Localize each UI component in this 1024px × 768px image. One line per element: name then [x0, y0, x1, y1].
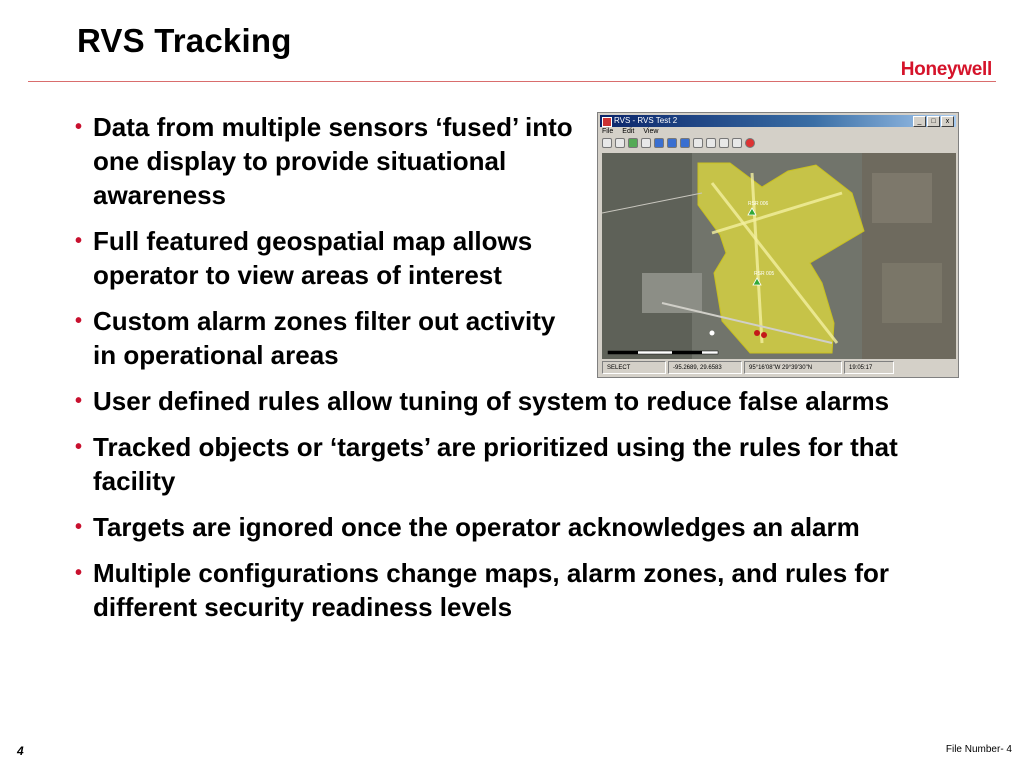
window-title: RVS - RVS Test 2: [614, 116, 678, 125]
target-marker: [710, 331, 715, 336]
menu-edit[interactable]: Edit: [622, 128, 635, 135]
maximize-button[interactable]: □: [927, 116, 940, 127]
select-tool-icon[interactable]: [602, 138, 612, 148]
pan-icon[interactable]: [693, 138, 703, 148]
status-mode: SELECT: [602, 361, 666, 374]
bullet-icon: •: [75, 516, 83, 538]
minimize-button[interactable]: _: [913, 116, 926, 127]
slide-number: 4: [17, 744, 24, 758]
status-latlong: 95°16'08"W 29°39'30"N: [744, 361, 842, 374]
target-marker: [754, 330, 760, 336]
bullet-item: [72, 384, 963, 418]
bullet-text: User defined rules allow tuning of system to reduce false alarms: [93, 386, 890, 416]
bullet-item: [72, 110, 593, 212]
bullet-icon: •: [75, 436, 83, 458]
menu-view[interactable]: View: [643, 128, 659, 135]
alarm-icon[interactable]: [745, 138, 755, 148]
app-icon: [602, 117, 612, 127]
status-coordinates: -95.2689, 29.6583: [668, 361, 742, 374]
bullet-text: Data from multiple sensors ‘fused’ into one display to provide situational awareness: [93, 112, 573, 210]
window-titlebar: [600, 115, 956, 127]
bullet-icon: •: [75, 116, 83, 138]
bullet-text: Multiple configurations change maps, alarm zones, and rules for different security readiness levels: [93, 558, 890, 622]
target-marker: [761, 332, 767, 338]
menu-bar: [602, 128, 658, 135]
menu-file[interactable]: File: [602, 128, 614, 135]
file-number: File Number- 4: [945, 744, 1012, 755]
map-label: RSR 005: [754, 271, 775, 277]
refresh-icon[interactable]: [706, 138, 716, 148]
bullet-icon: •: [75, 390, 83, 412]
honeywell-logo: Honeywell: [900, 59, 992, 80]
bullet-text: Custom alarm zones filter out activity in operational areas: [93, 306, 556, 370]
pointer-tool-icon[interactable]: [615, 138, 625, 148]
map-canvas: [602, 153, 956, 359]
title-divider: [28, 81, 996, 82]
bullet-icon: •: [75, 562, 83, 584]
zoom-out-icon[interactable]: [667, 138, 677, 148]
bullet-item: [72, 430, 963, 498]
satellite-map[interactable]: [602, 153, 956, 359]
zoom-in-icon[interactable]: [654, 138, 664, 148]
bullet-item: [72, 510, 983, 544]
fit-icon[interactable]: [680, 138, 690, 148]
bullet-text: Full featured geospatial map allows operator to view areas of interest: [93, 226, 533, 290]
status-bar: [602, 361, 954, 374]
toolbar: [602, 138, 755, 148]
status-time: 19:05:17: [844, 361, 894, 374]
map-label: RSR 006: [748, 201, 769, 207]
bullet-icon: •: [75, 310, 83, 332]
settings-icon[interactable]: [719, 138, 729, 148]
layer-icon[interactable]: [628, 138, 638, 148]
close-button[interactable]: x: [941, 116, 954, 127]
bullet-item: [72, 304, 583, 372]
grid-icon[interactable]: [641, 138, 651, 148]
bullet-text: Targets are ignored once the operator acknowledges an alarm: [93, 512, 860, 542]
rvs-app-screenshot: [597, 112, 959, 378]
window-controls: [913, 116, 954, 127]
bullet-text: Tracked objects or ‘targets’ are prioritized using the rules for that facility: [93, 432, 898, 496]
measure-icon[interactable]: [732, 138, 742, 148]
slide-title: RVS Tracking: [77, 22, 292, 59]
bullet-icon: •: [75, 230, 83, 252]
bullet-item: [72, 224, 573, 292]
bullet-item: [72, 556, 963, 624]
